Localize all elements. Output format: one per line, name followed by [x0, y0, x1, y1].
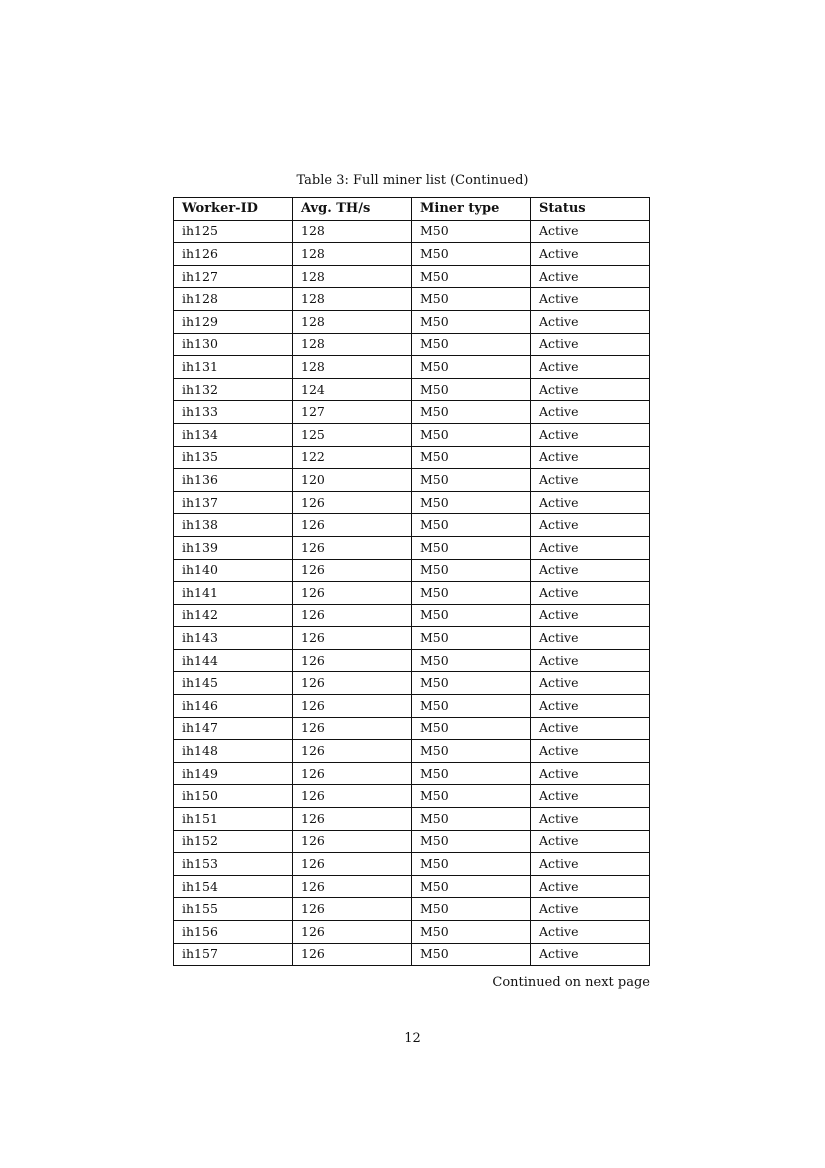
table-row [174, 243, 650, 266]
cell-avg-ths: 120 [293, 469, 412, 492]
cell-worker-id: ih132 [174, 378, 293, 401]
cell-miner-type: M50 [412, 559, 531, 582]
cell-worker-id: ih154 [174, 875, 293, 898]
cell-avg-ths: 126 [293, 921, 412, 944]
table-row [174, 717, 650, 740]
cell-miner-type: M50 [412, 265, 531, 288]
cell-avg-ths: 128 [293, 310, 412, 333]
cell-miner-type: M50 [412, 288, 531, 311]
cell-avg-ths: 126 [293, 808, 412, 831]
header-status: Status [531, 198, 650, 221]
cell-worker-id: ih146 [174, 695, 293, 718]
cell-status: Active [531, 672, 650, 695]
cell-miner-type: M50 [412, 469, 531, 492]
cell-worker-id: ih156 [174, 921, 293, 944]
table-row [174, 943, 650, 966]
cell-avg-ths: 126 [293, 514, 412, 537]
cell-avg-ths: 126 [293, 943, 412, 966]
cell-worker-id: ih155 [174, 898, 293, 921]
cell-worker-id: ih135 [174, 446, 293, 469]
cell-status: Active [531, 717, 650, 740]
table-row [174, 672, 650, 695]
table-row [174, 808, 650, 831]
cell-miner-type: M50 [412, 808, 531, 831]
table-row [174, 582, 650, 605]
cell-miner-type: M50 [412, 220, 531, 243]
cell-status: Active [531, 356, 650, 379]
cell-avg-ths: 126 [293, 740, 412, 763]
cell-miner-type: M50 [412, 717, 531, 740]
cell-miner-type: M50 [412, 446, 531, 469]
cell-avg-ths: 126 [293, 898, 412, 921]
cell-miner-type: M50 [412, 491, 531, 514]
cell-status: Active [531, 243, 650, 266]
cell-worker-id: ih133 [174, 401, 293, 424]
table-row [174, 423, 650, 446]
cell-avg-ths: 128 [293, 265, 412, 288]
table-row [174, 333, 650, 356]
cell-avg-ths: 126 [293, 672, 412, 695]
table-row [174, 785, 650, 808]
table-row [174, 740, 650, 763]
cell-status: Active [531, 220, 650, 243]
cell-status: Active [531, 943, 650, 966]
cell-worker-id: ih127 [174, 265, 293, 288]
table-row [174, 401, 650, 424]
cell-worker-id: ih134 [174, 423, 293, 446]
table-row [174, 559, 650, 582]
cell-status: Active [531, 785, 650, 808]
cell-status: Active [531, 762, 650, 785]
cell-miner-type: M50 [412, 604, 531, 627]
table-row [174, 378, 650, 401]
cell-avg-ths: 126 [293, 604, 412, 627]
cell-status: Active [531, 853, 650, 876]
cell-avg-ths: 126 [293, 830, 412, 853]
cell-status: Active [531, 921, 650, 944]
cell-avg-ths: 126 [293, 762, 412, 785]
cell-avg-ths: 126 [293, 627, 412, 650]
cell-miner-type: M50 [412, 649, 531, 672]
cell-avg-ths: 126 [293, 536, 412, 559]
cell-avg-ths: 128 [293, 243, 412, 266]
cell-avg-ths: 124 [293, 378, 412, 401]
cell-avg-ths: 126 [293, 695, 412, 718]
cell-status: Active [531, 446, 650, 469]
cell-miner-type: M50 [412, 423, 531, 446]
cell-miner-type: M50 [412, 672, 531, 695]
cell-status: Active [531, 604, 650, 627]
table-row [174, 921, 650, 944]
cell-worker-id: ih126 [174, 243, 293, 266]
table-row [174, 536, 650, 559]
cell-miner-type: M50 [412, 627, 531, 650]
cell-avg-ths: 125 [293, 423, 412, 446]
cell-avg-ths: 126 [293, 559, 412, 582]
header-worker-id: Worker-ID [174, 198, 293, 221]
cell-avg-ths: 126 [293, 582, 412, 605]
cell-status: Active [531, 649, 650, 672]
cell-status: Active [531, 875, 650, 898]
cell-worker-id: ih136 [174, 469, 293, 492]
table-row [174, 853, 650, 876]
cell-worker-id: ih140 [174, 559, 293, 582]
cell-worker-id: ih141 [174, 582, 293, 605]
cell-miner-type: M50 [412, 921, 531, 944]
cell-avg-ths: 122 [293, 446, 412, 469]
cell-miner-type: M50 [412, 310, 531, 333]
table-row [174, 265, 650, 288]
table-row [174, 514, 650, 537]
cell-status: Active [531, 582, 650, 605]
cell-avg-ths: 128 [293, 356, 412, 379]
cell-worker-id: ih153 [174, 853, 293, 876]
cell-status: Active [531, 288, 650, 311]
table-row [174, 446, 650, 469]
cell-worker-id: ih144 [174, 649, 293, 672]
table-row [174, 695, 650, 718]
cell-avg-ths: 127 [293, 401, 412, 424]
cell-status: Active [531, 469, 650, 492]
cell-status: Active [531, 378, 650, 401]
cell-miner-type: M50 [412, 378, 531, 401]
cell-miner-type: M50 [412, 853, 531, 876]
cell-worker-id: ih130 [174, 333, 293, 356]
cell-worker-id: ih147 [174, 717, 293, 740]
cell-avg-ths: 126 [293, 717, 412, 740]
table-row [174, 875, 650, 898]
table-row [174, 220, 650, 243]
cell-miner-type: M50 [412, 943, 531, 966]
cell-miner-type: M50 [412, 514, 531, 537]
cell-status: Active [531, 740, 650, 763]
table-row [174, 830, 650, 853]
cell-worker-id: ih137 [174, 491, 293, 514]
header-row [174, 198, 650, 221]
cell-miner-type: M50 [412, 356, 531, 379]
cell-worker-id: ih131 [174, 356, 293, 379]
cell-avg-ths: 128 [293, 220, 412, 243]
cell-status: Active [531, 310, 650, 333]
table-header [174, 198, 650, 221]
table-row [174, 627, 650, 650]
table-row [174, 762, 650, 785]
table-body [174, 220, 650, 966]
cell-worker-id: ih152 [174, 830, 293, 853]
cell-status: Active [531, 536, 650, 559]
cell-status: Active [531, 559, 650, 582]
cell-worker-id: ih125 [174, 220, 293, 243]
cell-miner-type: M50 [412, 333, 531, 356]
cell-status: Active [531, 898, 650, 921]
cell-status: Active [531, 333, 650, 356]
cell-miner-type: M50 [412, 898, 531, 921]
table-row [174, 356, 650, 379]
cell-miner-type: M50 [412, 830, 531, 853]
cell-worker-id: ih142 [174, 604, 293, 627]
cell-status: Active [531, 627, 650, 650]
cell-miner-type: M50 [412, 785, 531, 808]
cell-miner-type: M50 [412, 401, 531, 424]
cell-worker-id: ih143 [174, 627, 293, 650]
table-row [174, 649, 650, 672]
cell-avg-ths: 126 [293, 649, 412, 672]
cell-status: Active [531, 695, 650, 718]
page-number: 12 [404, 1031, 421, 1046]
cell-miner-type: M50 [412, 582, 531, 605]
cell-worker-id: ih128 [174, 288, 293, 311]
cell-miner-type: M50 [412, 243, 531, 266]
table-row [174, 604, 650, 627]
cell-avg-ths: 128 [293, 333, 412, 356]
cell-worker-id: ih150 [174, 785, 293, 808]
cell-status: Active [531, 491, 650, 514]
table-row [174, 310, 650, 333]
cell-avg-ths: 126 [293, 853, 412, 876]
cell-worker-id: ih157 [174, 943, 293, 966]
cell-avg-ths: 126 [293, 491, 412, 514]
cell-miner-type: M50 [412, 536, 531, 559]
cell-avg-ths: 128 [293, 288, 412, 311]
cell-miner-type: M50 [412, 875, 531, 898]
table-row [174, 469, 650, 492]
cell-miner-type: M50 [412, 695, 531, 718]
cell-status: Active [531, 808, 650, 831]
cell-miner-type: M50 [412, 740, 531, 763]
cell-worker-id: ih138 [174, 514, 293, 537]
cell-status: Active [531, 830, 650, 853]
table-row [174, 288, 650, 311]
cell-miner-type: M50 [412, 762, 531, 785]
cell-worker-id: ih149 [174, 762, 293, 785]
cell-avg-ths: 126 [293, 875, 412, 898]
cell-worker-id: ih145 [174, 672, 293, 695]
header-avg-ths: Avg. TH/s [293, 198, 412, 221]
table-row [174, 898, 650, 921]
cell-worker-id: ih151 [174, 808, 293, 831]
table-row [174, 491, 650, 514]
miner-table [173, 197, 650, 966]
cell-status: Active [531, 423, 650, 446]
cell-worker-id: ih148 [174, 740, 293, 763]
continued-note: Continued on next page [492, 975, 650, 990]
cell-status: Active [531, 401, 650, 424]
cell-worker-id: ih129 [174, 310, 293, 333]
cell-status: Active [531, 514, 650, 537]
cell-avg-ths: 126 [293, 785, 412, 808]
cell-worker-id: ih139 [174, 536, 293, 559]
header-miner-type: Miner type [412, 198, 531, 221]
table-caption: Table 3: Full miner list (Continued) [296, 173, 529, 188]
cell-status: Active [531, 265, 650, 288]
